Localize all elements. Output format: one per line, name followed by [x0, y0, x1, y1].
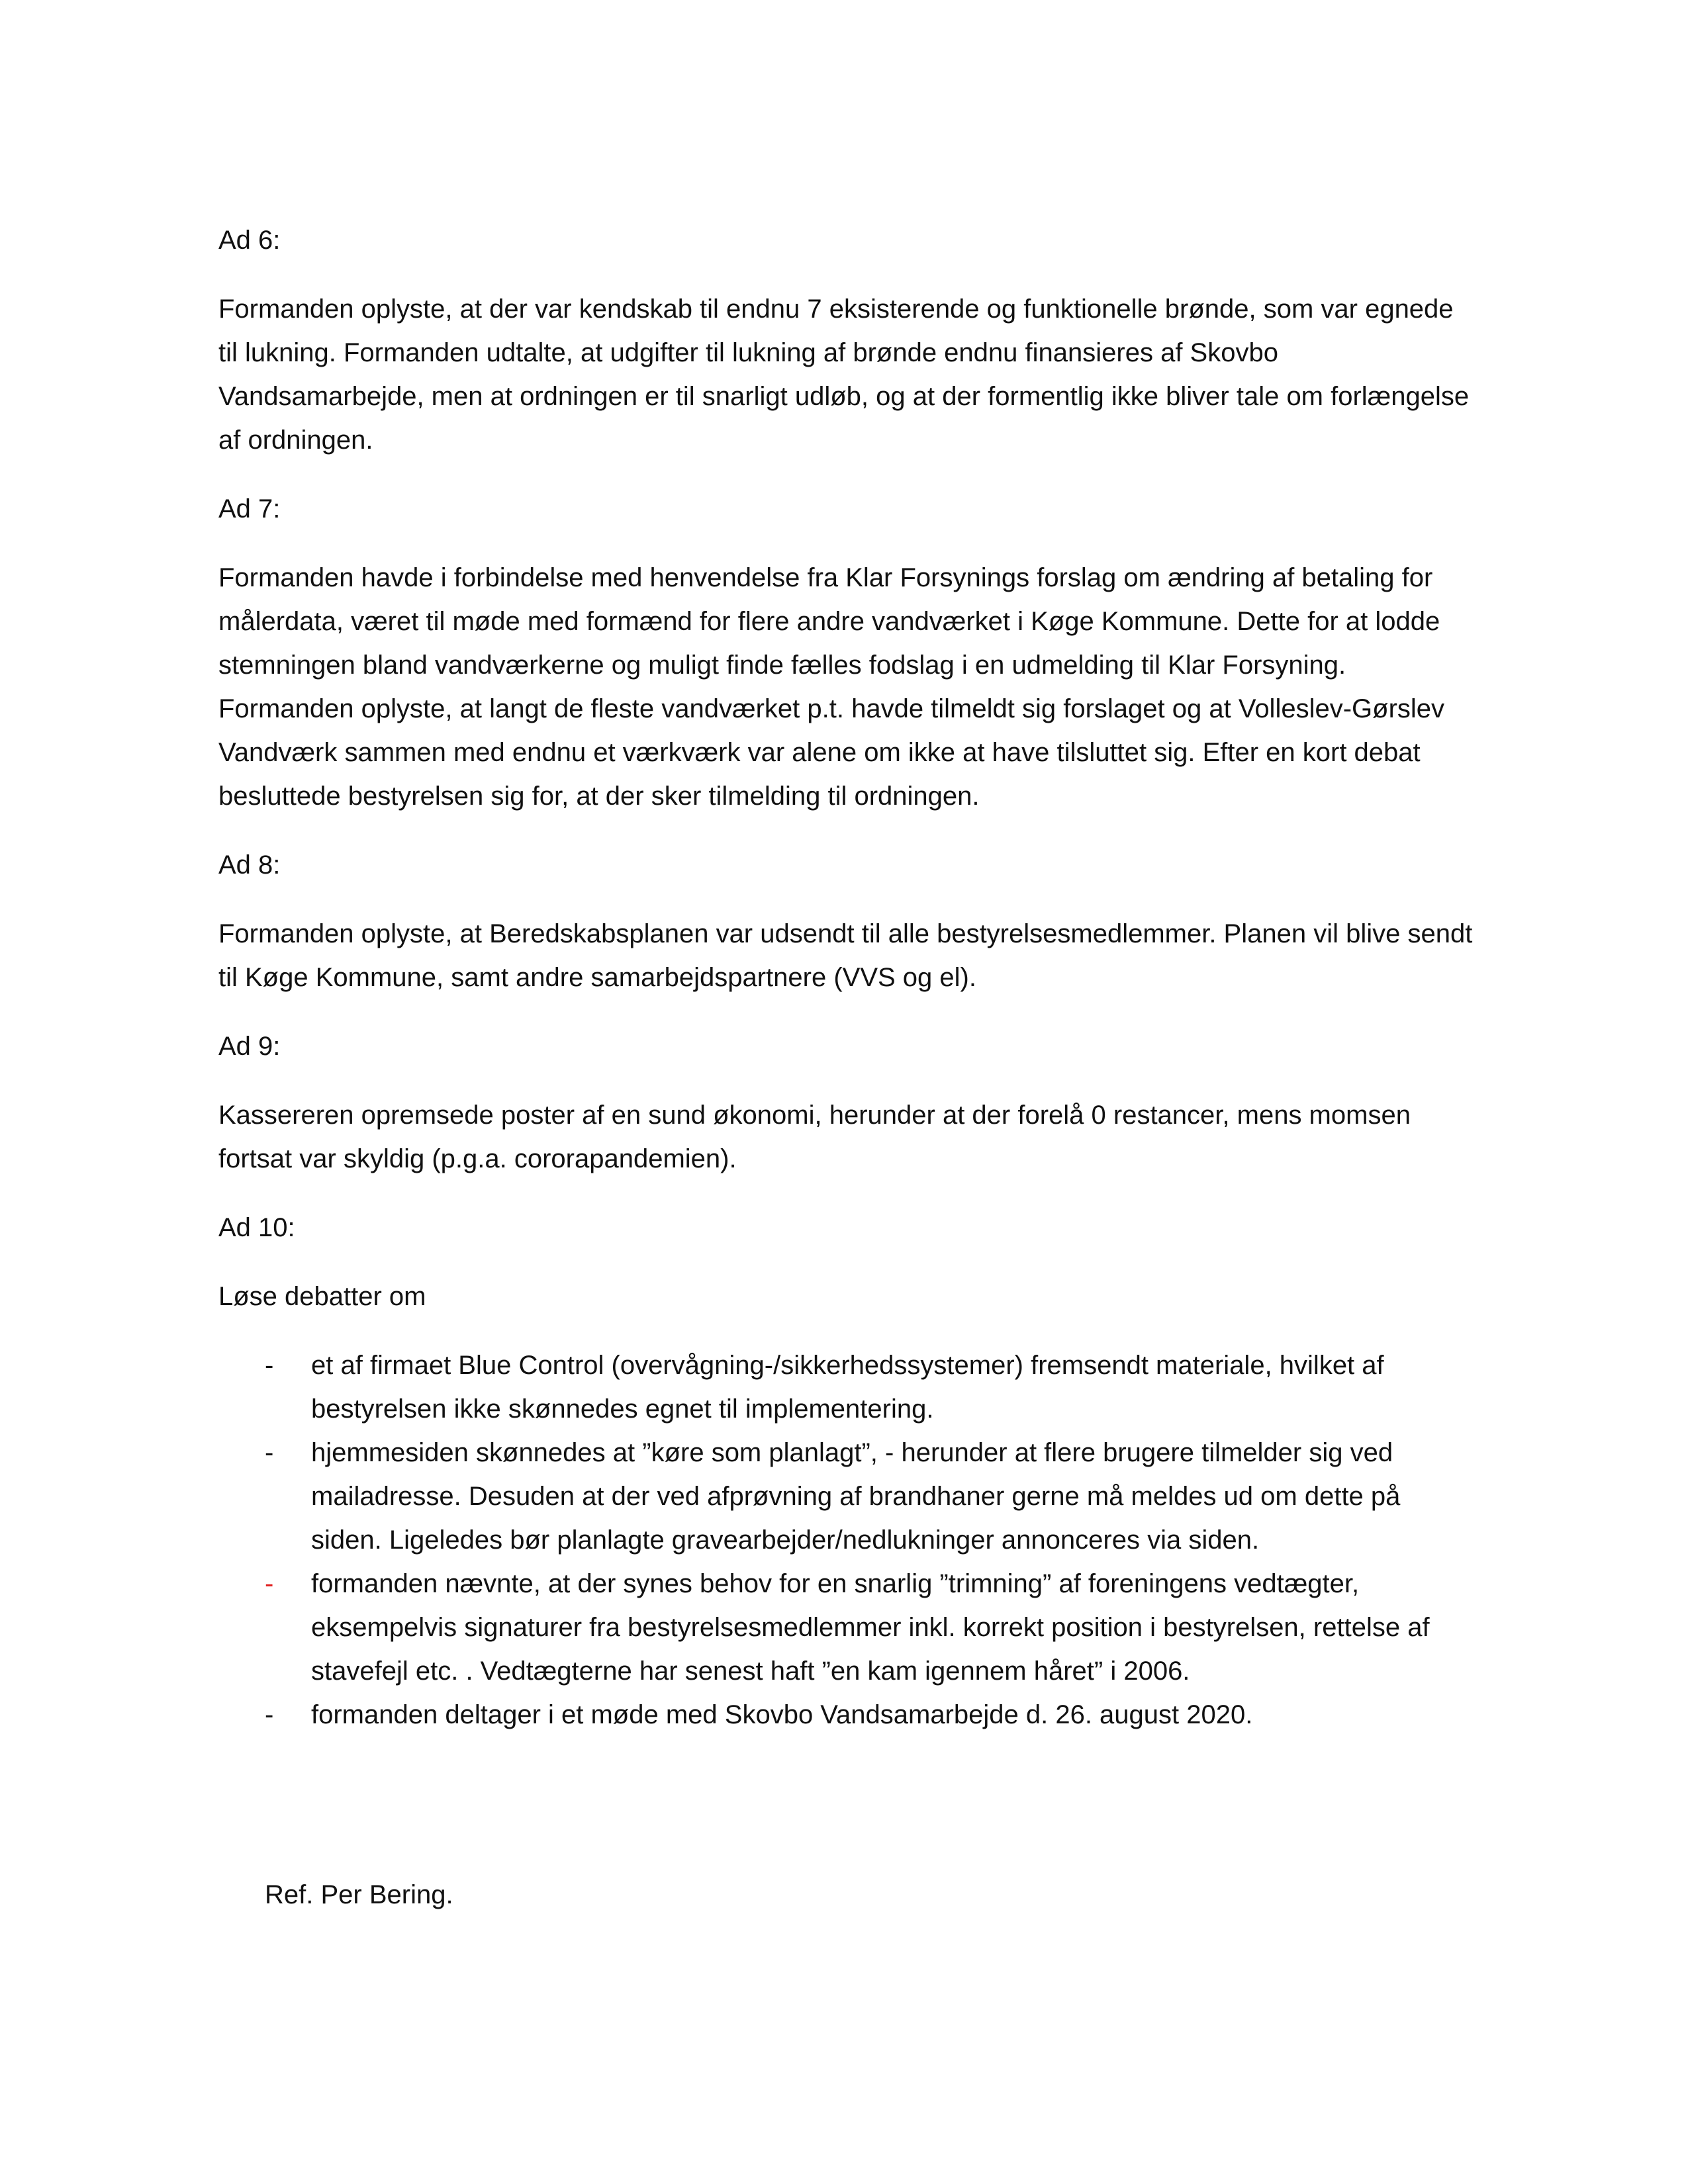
dash-bullet: - — [265, 1438, 274, 1467]
section-heading-ad7: Ad 7: — [218, 494, 281, 523]
list-item-text: hjemmesiden skønnedes at ”køre som planlagt”, - herunder at flere brugere tilmelder sig ved mailadresse. Desuden at der ved afprøvning af brandhaner gerne må meldes ud om dette på siden. Ligeledes bør planlagte gravearbejder/nedlukninger annonceres via siden. — [311, 1438, 1401, 1555]
section-paragraph-ad6: Formanden oplyste, at der var kendskab til endnu 7 eksisterende og funktionelle brønde, som var egnede til lukning. Formanden udtalte, at udgifter til lukning af brønde endnu finansieres af Skovbo Vandsamarbejde, men at ordningen er til snarligt udløb, og at der formentlig ikke bliver tale om forlængelse af ordningen. — [218, 295, 1470, 455]
list-item — [218, 1343, 1476, 1431]
document-body — [218, 218, 1476, 1737]
list-item-text: formanden deltager i et møde med Skovbo Vandsamarbejde d. 26. august 2020. — [311, 1700, 1253, 1729]
section-heading-ad6: Ad 6: — [218, 226, 281, 255]
bullet-list — [218, 1343, 1476, 1737]
section-heading-ad8: Ad 8: — [218, 850, 281, 880]
section-paragraph-ad7: Formanden havde i forbindelse med henvendelse fra Klar Forsynings forslag om ændring af betaling for målerdata, været til møde med formænd for flere andre vandværket i Køge Kommune. Dette for at lodde stemningen bland vandværkerne og muligt finde fælles fodslag i en udmelding til Klar Forsyning. Formanden oplyste, at langt de fleste vandværket p.t. havde tilmeldt sig forslaget og at Volleslev-Gørslev Vandværk sammen med endnu et værkværk var alene om ikke at have tilsluttet sig. Efter en kort debat besluttede bestyrelsen sig for, at der sker tilmelding til ordningen. — [218, 563, 1445, 811]
section-heading-ad9: Ad 9: — [218, 1032, 281, 1061]
list-item — [218, 1431, 1476, 1562]
signature-line: Ref. Per Bering. — [265, 1880, 453, 1909]
list-item — [218, 1562, 1476, 1693]
list-item-text: et af firmaet Blue Control (overvågning-/sikkerhedssystemer) fremsendt materiale, hvilket af bestyrelsen ikke skønnedes egnet til implementering. — [311, 1351, 1384, 1424]
dash-bullet-red: - — [265, 1569, 274, 1598]
section-paragraph-ad9: Kassereren opremsede poster af en sund økonomi, herunder at der forelå 0 restancer, mens momsen fortsat var skyldig (p.g.a. cororapandemien). — [218, 1101, 1411, 1173]
section-paragraph-ad10: Løse debatter om — [218, 1282, 426, 1311]
list-item — [218, 1693, 1476, 1737]
section-heading-ad10: Ad 10: — [218, 1213, 295, 1242]
dash-bullet: - — [265, 1351, 274, 1380]
list-item-text: formanden nævnte, at der synes behov for en snarlig ”trimning” af foreningens vedtægter, eksempelvis signaturer fra bestyrelsesmedlemmer inkl. korrekt position i bestyrelsen, rettelse af stavefejl etc. . Vedtægterne har senest haft ”en kam igennem håret” i 2006. — [311, 1569, 1430, 1686]
section-paragraph-ad8: Formanden oplyste, at Beredskabsplanen var udsendt til alle bestyrelsesmedlemmer. Planen vil blive sendt til Køge Kommune, samt andre samarbejdspartnere (VVS og el). — [218, 919, 1473, 992]
dash-bullet: - — [265, 1700, 274, 1729]
